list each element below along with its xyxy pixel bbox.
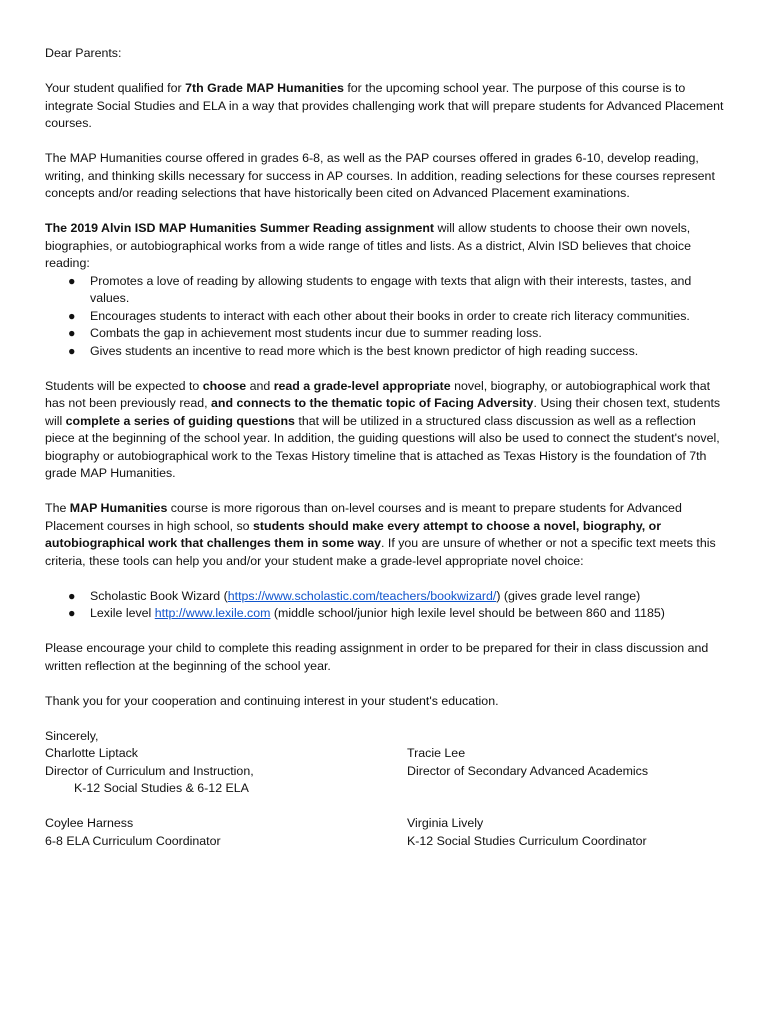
salutation: Dear Parents: <box>45 46 122 60</box>
text: course is more rigorous than on-level courses and is meant to prepare students for Advanced Placement courses in high school, so <box>45 501 682 533</box>
paragraph-encourage: Please encourage your child to complete this reading assignment in order to be prepared for their in class discussion and written reflection at the beginning of the school year. <box>45 641 709 673</box>
paragraph-expectations <box>45 378 727 483</box>
emphasis: MAP Humanities <box>69 501 168 515</box>
signatory-name: Virginia Lively <box>407 816 484 830</box>
list-item <box>45 588 727 606</box>
paragraph-rigor <box>45 500 727 570</box>
text: and <box>246 378 274 393</box>
bullet-icon: ● <box>68 343 76 358</box>
signatory-title: 6-8 ELA Curriculum Coordinator <box>45 833 221 848</box>
list-item <box>45 343 727 361</box>
emphasis: choose <box>202 378 247 393</box>
scholastic-link[interactable]: https://www.scholastic.com/teachers/bookwizard/ <box>227 588 497 603</box>
emphasis: complete a series of guiding questions <box>65 413 295 428</box>
closing: Sincerely, <box>45 728 99 743</box>
text: novel, biography, or autobiographical work that has not been previously read, <box>45 378 711 410</box>
text: will allow students to choose their own novels, biographies, or autobiographical works from a wide range of titles and lists. As a district, Alvin ISD believes that choice reading: <box>45 221 692 270</box>
list-item-text: Lexile level <box>90 606 155 620</box>
paragraph-qualification <box>45 80 727 133</box>
signature-block <box>45 745 727 868</box>
signatory-title: K-12 Social Studies Curriculum Coordinator <box>407 833 647 848</box>
bullet-icon: ● <box>68 273 76 288</box>
text: . Using their chosen text, students will <box>45 396 721 428</box>
text: Students will be expected to <box>45 378 203 393</box>
signatory-lively <box>407 815 727 850</box>
paragraph-thanks: Thank you for your cooperation and continuing interest in your student's education. <box>45 693 499 708</box>
text: that will be utilized in a structured class discussion as well as a reflection piece at the beginning of the school year. In addition, the guiding questions will also be used to connect the student's novel, biography or autobiographical work to the Texas History timeline that is attached as Texas History is the foundation of 7th grade MAP Humanities. <box>45 413 720 480</box>
list-item <box>45 325 727 343</box>
bullet-icon: ● <box>68 308 76 323</box>
signatory-name: Coylee Harness <box>45 816 134 830</box>
bullet-icon: ● <box>68 588 76 603</box>
signatory-lee <box>407 745 727 798</box>
signatory-name: Charlotte Liptack <box>45 746 138 760</box>
course-name: 7th Grade MAP Humanities <box>185 81 344 95</box>
list-item-text: Gives students an incentive to read more which is the best known predictor of high reading success. <box>90 343 639 358</box>
signatory-liptack <box>45 745 407 798</box>
list-item <box>45 308 727 326</box>
signatory-title-continued: K-12 Social Studies & 6-12 ELA <box>74 781 249 795</box>
emphasis: students should make every attempt to choose a novel, biography, or autobiographical work that challenges them in some way <box>45 518 662 550</box>
list-item-text: Promotes a love of reading by allowing students to engage with texts that align with their interests, tastes, and values. <box>90 273 692 305</box>
signatory-title: Director of Curriculum and Instruction, <box>45 763 254 778</box>
paragraph-summer-reading <box>45 220 727 273</box>
list-item-text: ) (gives grade level range) <box>496 588 641 603</box>
text: The <box>45 501 70 515</box>
list-item-text: (middle school/junior high lexile level should be between 860 and 1185) <box>270 606 665 620</box>
lexile-link[interactable]: http://www.lexile.com <box>154 606 271 620</box>
list-item <box>45 605 727 623</box>
assignment-title: The 2019 Alvin ISD MAP Humanities Summer Reading assignment <box>45 221 435 235</box>
list-item-text: Encourages students to interact with each other about their books in order to create rich literacy communities. <box>90 308 690 323</box>
tools-list <box>45 588 727 623</box>
text: for the upcoming school year. The purpose of this course is to integrate Social Studies and ELA in a way that provides challenging work that will prepare students for Advanced Placement courses. <box>45 81 724 130</box>
signatory-harness <box>45 815 407 850</box>
list-item <box>45 273 727 308</box>
bullet-icon: ● <box>68 326 76 340</box>
letter-body <box>45 45 727 868</box>
signatory-name: Tracie Lee <box>407 746 466 760</box>
text: Your student qualified for <box>45 81 186 95</box>
choice-reading-benefits-list <box>45 273 727 361</box>
emphasis: and connects to the thematic topic of Facing Adversity <box>211 396 534 410</box>
list-item-text: Scholastic Book Wizard ( <box>90 588 228 603</box>
list-item-text: Combats the gap in achievement most students incur due to summer reading loss. <box>90 326 542 340</box>
bullet-icon: ● <box>68 606 76 620</box>
signatory-title: Director of Secondary Advanced Academics <box>407 763 649 778</box>
emphasis: read a grade-level appropriate <box>273 378 451 393</box>
text: . If you are unsure of whether or not a specific text meets this criteria, these tools can help you and/or your student make a grade-level appropriate novel choice: <box>45 536 716 568</box>
paragraph-course-description: The MAP Humanities course offered in grades 6-8, as well as the PAP courses offered in grades 6-10, develop reading, writing, and thinking skills necessary for success in AP courses. In addition, reading selections for these courses represent concepts and/or reading selections that have historically been cited on Advanced Placement examinations. <box>45 151 715 200</box>
